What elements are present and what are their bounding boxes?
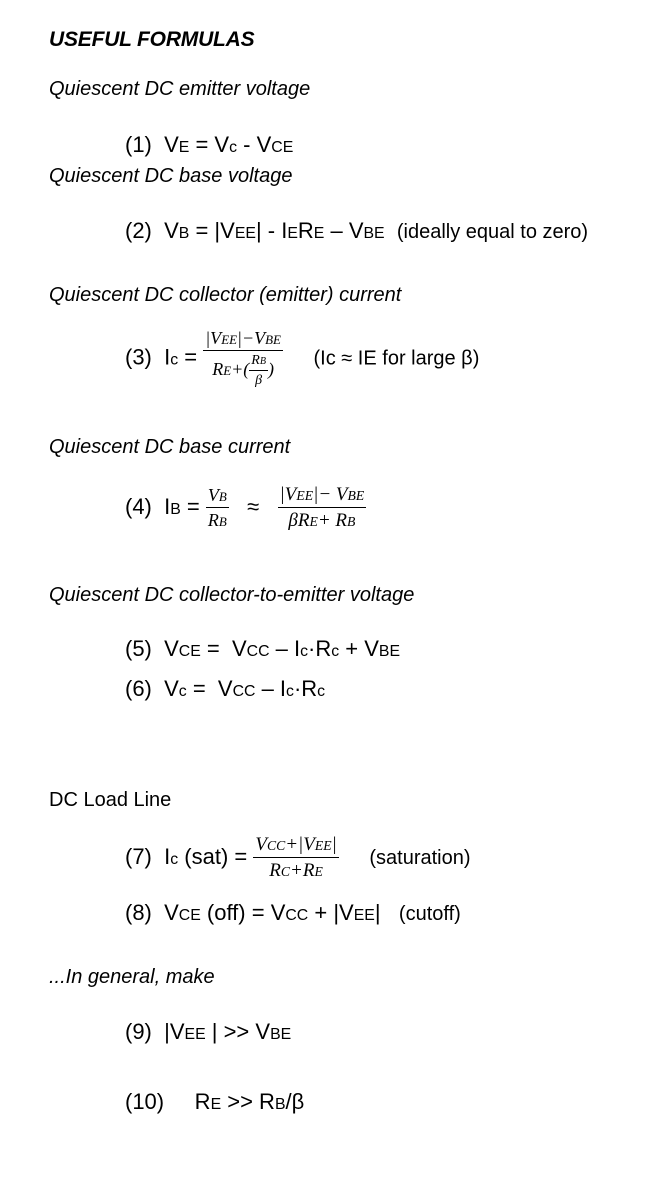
section-emitter-voltage: Quiescent DC emitter voltage bbox=[49, 78, 311, 100]
equation-3: (3) Ic = |VEE|−VBE RE+( $\frac{RB}{\beta}$ ) (Ic ≈ IE for large β) bbox=[125, 328, 480, 388]
section-general: ...In general, make bbox=[49, 966, 215, 988]
equation-4: (4) IB = $\frac{VB}{RB}$ ≈ $\frac{\text{|VEE|− VBE}}{\text{βRE+ RB}}$ bbox=[125, 484, 365, 531]
equation-number: (7) bbox=[125, 843, 152, 869]
equation-2: (2) VB = |VEE| - IERE – VBE (ideally equal to zero) bbox=[125, 218, 589, 243]
equation-number: (3) bbox=[125, 344, 152, 370]
equation-note: (saturation) bbox=[369, 846, 471, 869]
equation-number: (5) bbox=[125, 636, 152, 661]
section-base-current: Quiescent DC base current bbox=[49, 436, 291, 458]
fraction: $\frac{\text{|VEE|− VBE}}{\text{βRE+ RB}}$ bbox=[279, 484, 365, 531]
fraction: $\frac{\text{VCC+|VEE|}}{RC+RE}$ bbox=[255, 834, 337, 881]
equation-10: (10) RE >> RB/β bbox=[125, 1089, 305, 1114]
equation-note: (Ic ≈ IE for large β) bbox=[313, 347, 480, 370]
equation-number: (6) bbox=[125, 676, 152, 701]
equation-number: (4) bbox=[125, 493, 152, 519]
page-title: USEFUL FORMULAS bbox=[49, 28, 255, 51]
fraction: |VEE|−VBE RE+( $\frac{RB}{\beta}$ ) bbox=[205, 328, 281, 388]
equation-number: (8) bbox=[125, 900, 152, 925]
equation-note: (ideally equal to zero) bbox=[396, 221, 589, 243]
equation-9: (9) |VEE | >> VBE bbox=[125, 1019, 292, 1044]
equation-6: (6) Vc = VCC – Ic·Rc bbox=[125, 676, 326, 701]
equation-1: (1) VE = Vc - VCE bbox=[125, 132, 294, 157]
equation-8: (8) VCE (off) = VCC + |VEE| (cutoff) bbox=[125, 900, 461, 925]
section-load-line: DC Load Line bbox=[49, 789, 172, 811]
section-base-voltage: Quiescent DC base voltage bbox=[49, 165, 293, 187]
equation-5: (5) VCE = VCC – Ic·Rc + VBE bbox=[125, 636, 401, 661]
equation-7: (7) Ic (sat) = $\frac{\text{VCC+|VEE|}}{RC+RE}$ (saturation) bbox=[125, 834, 471, 881]
equation-number: (2) bbox=[125, 218, 152, 243]
equation-number: (1) bbox=[125, 132, 152, 157]
equation-number: (10) bbox=[125, 1089, 165, 1114]
fraction: $\frac{VB}{RB}$ bbox=[207, 485, 227, 530]
section-collector-current: Quiescent DC collector (emitter) current bbox=[49, 284, 402, 306]
equation-note: (cutoff) bbox=[398, 903, 461, 925]
equation-number: (9) bbox=[125, 1019, 152, 1044]
section-ce-voltage: Quiescent DC collector-to-emitter voltage bbox=[49, 584, 415, 606]
